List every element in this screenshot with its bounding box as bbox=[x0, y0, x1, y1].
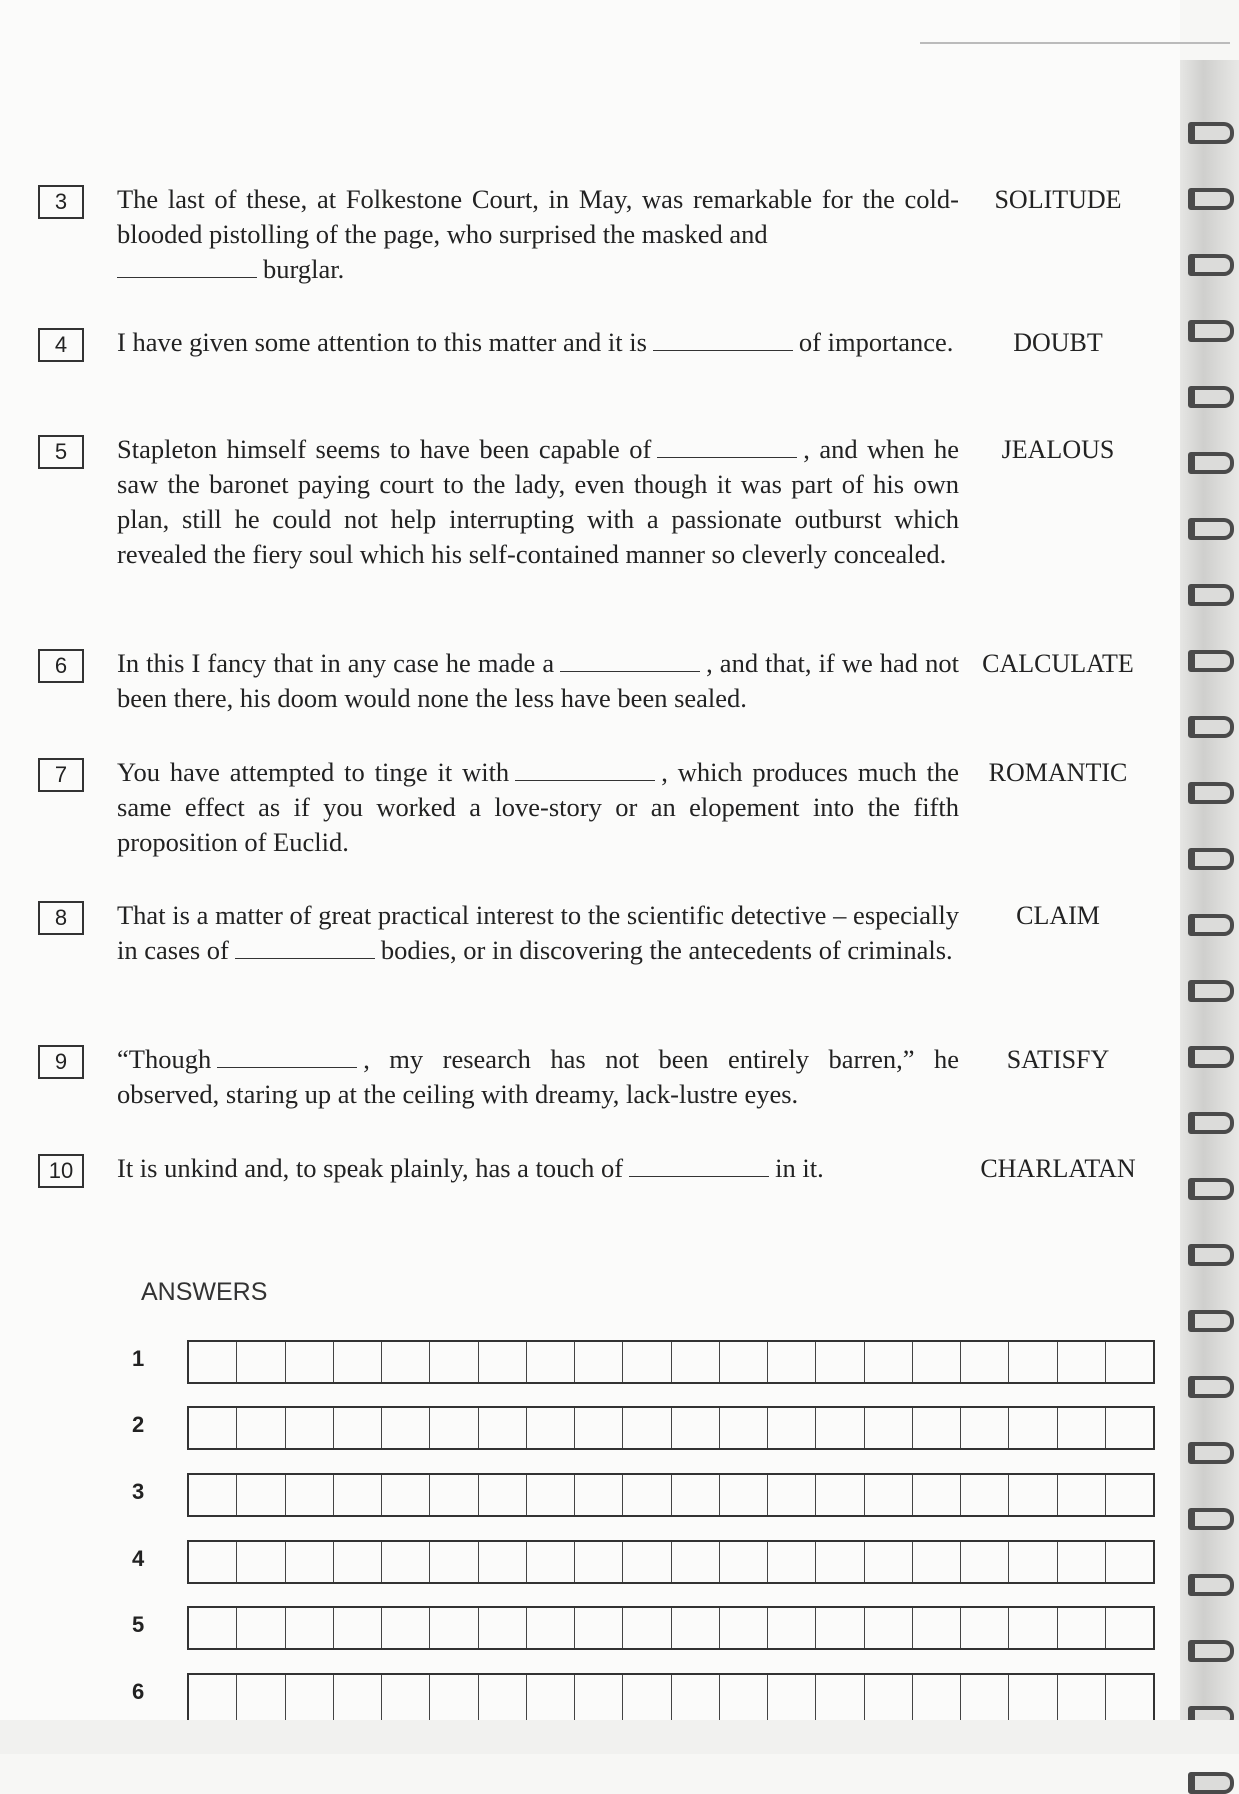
answer-cell[interactable] bbox=[575, 1475, 623, 1515]
item-text bbox=[117, 646, 959, 716]
answer-cell[interactable] bbox=[816, 1675, 864, 1720]
answer-cell[interactable] bbox=[913, 1475, 961, 1515]
text-after: of importance. bbox=[798, 327, 954, 357]
answer-cell[interactable] bbox=[334, 1675, 382, 1720]
answer-cell[interactable] bbox=[865, 1675, 913, 1720]
item-text bbox=[117, 325, 959, 360]
binding-coil bbox=[1188, 1772, 1234, 1794]
item-text bbox=[117, 1042, 959, 1112]
text-after: , and that, if we had not been there, his doom would none the less have been sealed. bbox=[117, 648, 959, 713]
answer-grid[interactable] bbox=[187, 1340, 1155, 1384]
answer-cell[interactable] bbox=[1058, 1475, 1106, 1515]
root-word: ROMANTIC bbox=[988, 758, 1128, 787]
binding-coil bbox=[1188, 980, 1234, 1002]
answer-cell[interactable] bbox=[479, 1675, 527, 1720]
binding-coil bbox=[1188, 518, 1234, 540]
root-word: CHARLATAN bbox=[980, 1154, 1136, 1183]
answer-cell[interactable] bbox=[334, 1608, 382, 1648]
answer-cell[interactable] bbox=[479, 1608, 527, 1648]
binding-coil bbox=[1188, 1244, 1234, 1266]
answer-cell[interactable] bbox=[189, 1475, 237, 1515]
answer-cell[interactable] bbox=[237, 1608, 285, 1648]
answer-cell[interactable] bbox=[527, 1408, 575, 1448]
answer-cell[interactable] bbox=[720, 1608, 768, 1648]
answer-cell[interactable] bbox=[334, 1342, 382, 1382]
root-word: JEALOUS bbox=[1001, 435, 1115, 464]
answer-cell[interactable] bbox=[720, 1542, 768, 1582]
binding-coil bbox=[1188, 1376, 1234, 1398]
answer-cell[interactable] bbox=[1058, 1542, 1106, 1582]
answer-row-number: 3 bbox=[132, 1479, 145, 1504]
binding-coil bbox=[1188, 122, 1234, 144]
text-after: in it. bbox=[775, 1153, 824, 1183]
answer-cell[interactable] bbox=[768, 1342, 816, 1382]
answer-cell[interactable] bbox=[575, 1542, 623, 1582]
answer-cell[interactable] bbox=[334, 1408, 382, 1448]
answer-row bbox=[120, 1540, 1170, 1586]
text-after: bodies, or in discovering the antecedents of criminals. bbox=[380, 935, 953, 965]
answer-cell[interactable] bbox=[286, 1542, 334, 1582]
binding-coil bbox=[1188, 584, 1234, 606]
answer-cell[interactable] bbox=[189, 1608, 237, 1648]
top-rule bbox=[920, 42, 1230, 44]
item-number: 8 bbox=[38, 901, 84, 935]
answer-cell[interactable] bbox=[479, 1475, 527, 1515]
answer-blank[interactable] bbox=[515, 779, 655, 781]
item-text bbox=[117, 182, 959, 287]
item-number: 10 bbox=[38, 1154, 84, 1188]
text-before: “Though bbox=[117, 1044, 212, 1074]
answer-blank[interactable] bbox=[657, 456, 797, 458]
answer-cell[interactable] bbox=[527, 1475, 575, 1515]
binding-coil bbox=[1188, 1178, 1234, 1200]
answer-cell[interactable] bbox=[430, 1608, 478, 1648]
answer-row bbox=[120, 1673, 1170, 1719]
answer-cell[interactable] bbox=[720, 1675, 768, 1720]
answer-row-number: 5 bbox=[132, 1612, 145, 1637]
answer-blank[interactable] bbox=[235, 957, 375, 959]
item-text bbox=[117, 1151, 959, 1186]
answer-cell[interactable] bbox=[189, 1342, 237, 1382]
answer-cell[interactable] bbox=[768, 1475, 816, 1515]
text-before: Stapleton himself seems to have been capable of bbox=[117, 434, 652, 464]
answer-cell[interactable] bbox=[1106, 1542, 1153, 1582]
answer-cell[interactable] bbox=[865, 1408, 913, 1448]
text-before: The last of these, at Folkestone Court, in May, was remarkable for the cold-blooded pistolling of the page, who surprised the masked and bbox=[117, 184, 959, 249]
answer-cell[interactable] bbox=[189, 1542, 237, 1582]
answer-cell[interactable] bbox=[913, 1408, 961, 1448]
answer-cell[interactable] bbox=[1009, 1342, 1057, 1382]
binding-coil bbox=[1188, 1046, 1234, 1068]
item-text bbox=[117, 432, 959, 572]
answer-cell[interactable] bbox=[961, 1675, 1009, 1720]
answer-grid[interactable] bbox=[187, 1673, 1155, 1720]
answer-blank[interactable] bbox=[629, 1175, 769, 1177]
item-text bbox=[117, 898, 959, 968]
binding-coil bbox=[1188, 452, 1234, 474]
binding-coil bbox=[1188, 716, 1234, 738]
answer-cell[interactable] bbox=[382, 1342, 430, 1382]
text-before: That is a matter of great practical interest to the scientific detective – especially in cases of bbox=[117, 900, 959, 965]
answer-cell[interactable] bbox=[1009, 1475, 1057, 1515]
answer-cell[interactable] bbox=[527, 1608, 575, 1648]
answer-cell[interactable] bbox=[479, 1408, 527, 1448]
root-word: DOUBT bbox=[1013, 328, 1103, 357]
answer-cell[interactable] bbox=[430, 1408, 478, 1448]
answer-cell[interactable] bbox=[623, 1342, 671, 1382]
answer-cell[interactable] bbox=[1009, 1675, 1057, 1720]
answer-cell[interactable] bbox=[286, 1342, 334, 1382]
binding-coil bbox=[1188, 1574, 1234, 1596]
answer-cell[interactable] bbox=[1009, 1608, 1057, 1648]
answer-grid[interactable] bbox=[187, 1406, 1155, 1450]
text-after: , which produces much the same effect as if you worked a love-story or an elopement into the fifth proposition of Euclid. bbox=[117, 757, 959, 857]
item-number: 3 bbox=[38, 185, 84, 219]
answer-cell[interactable] bbox=[623, 1675, 671, 1720]
binding-coil bbox=[1188, 1508, 1234, 1530]
answer-cell[interactable] bbox=[768, 1408, 816, 1448]
answer-cell[interactable] bbox=[286, 1675, 334, 1720]
item-number: 6 bbox=[38, 649, 84, 683]
answer-cell[interactable] bbox=[286, 1475, 334, 1515]
text-after: , and when he saw the baronet paying court to the lady, even though it was part of his own plan, still he could not help interrupting with a passionate outburst which revealed the fiery soul which his self-contained manner so cleverly concealed. bbox=[117, 434, 959, 569]
answer-cell[interactable] bbox=[623, 1542, 671, 1582]
binding-coil bbox=[1188, 1442, 1234, 1464]
answers-heading: ANSWERS bbox=[141, 1278, 268, 1306]
answer-cell[interactable] bbox=[527, 1542, 575, 1582]
answer-grid[interactable] bbox=[187, 1540, 1155, 1584]
answer-cell[interactable] bbox=[237, 1475, 285, 1515]
answer-cell[interactable] bbox=[1009, 1542, 1057, 1582]
binding-coil bbox=[1188, 782, 1234, 804]
answer-cell[interactable] bbox=[237, 1342, 285, 1382]
answer-blank[interactable] bbox=[653, 349, 793, 351]
binding-coil bbox=[1188, 1640, 1234, 1662]
answer-row-number: 6 bbox=[132, 1679, 145, 1704]
binding-coil bbox=[1188, 848, 1234, 870]
answer-cell[interactable] bbox=[865, 1542, 913, 1582]
answer-cell[interactable] bbox=[865, 1342, 913, 1382]
binding-coil bbox=[1188, 914, 1234, 936]
answer-cell[interactable] bbox=[1106, 1342, 1153, 1382]
answer-row bbox=[120, 1340, 1170, 1386]
answer-cell[interactable] bbox=[816, 1475, 864, 1515]
answer-row-number: 4 bbox=[132, 1546, 145, 1571]
answer-row bbox=[120, 1473, 1170, 1519]
answer-cell[interactable] bbox=[382, 1408, 430, 1448]
root-word: SOLITUDE bbox=[994, 185, 1122, 214]
answer-cell[interactable] bbox=[1009, 1408, 1057, 1448]
text-before: You have attempted to tinge it with bbox=[117, 757, 510, 787]
answer-cell[interactable] bbox=[623, 1408, 671, 1448]
answer-cell[interactable] bbox=[913, 1675, 961, 1720]
answer-cell[interactable] bbox=[189, 1408, 237, 1448]
answer-cell[interactable] bbox=[816, 1542, 864, 1582]
answer-cell[interactable] bbox=[382, 1542, 430, 1582]
answer-cell[interactable] bbox=[816, 1608, 864, 1648]
answer-grid[interactable] bbox=[187, 1606, 1155, 1650]
root-word: SATISFY bbox=[1006, 1045, 1110, 1074]
answer-cell[interactable] bbox=[527, 1675, 575, 1720]
answer-cell[interactable] bbox=[575, 1342, 623, 1382]
answer-cell[interactable] bbox=[1106, 1608, 1153, 1648]
answer-cell[interactable] bbox=[816, 1408, 864, 1448]
text-after: burglar. bbox=[263, 254, 345, 284]
answer-cell[interactable] bbox=[237, 1675, 285, 1720]
answer-cell[interactable] bbox=[1106, 1475, 1153, 1515]
answer-cell[interactable] bbox=[865, 1608, 913, 1648]
item-number: 9 bbox=[38, 1045, 84, 1079]
answer-cell[interactable] bbox=[623, 1475, 671, 1515]
item-text bbox=[117, 755, 959, 860]
answer-cell[interactable] bbox=[575, 1608, 623, 1648]
root-word: CLAIM bbox=[1016, 901, 1100, 930]
answer-cell[interactable] bbox=[672, 1542, 720, 1582]
binding-coil bbox=[1188, 650, 1234, 672]
answer-cell[interactable] bbox=[961, 1342, 1009, 1382]
binding-coil bbox=[1188, 188, 1234, 210]
answer-blank[interactable] bbox=[117, 276, 257, 278]
binding-coil bbox=[1188, 320, 1234, 342]
answer-cell[interactable] bbox=[672, 1608, 720, 1648]
answer-cell[interactable] bbox=[768, 1675, 816, 1720]
answer-cell[interactable] bbox=[913, 1342, 961, 1382]
answer-cell[interactable] bbox=[961, 1475, 1009, 1515]
answer-cell[interactable] bbox=[961, 1608, 1009, 1648]
answer-cell[interactable] bbox=[382, 1475, 430, 1515]
answer-row-number: 1 bbox=[132, 1346, 145, 1371]
binding-coil bbox=[1188, 254, 1234, 276]
answer-row bbox=[120, 1606, 1170, 1652]
answer-row-number: 2 bbox=[132, 1412, 145, 1437]
answer-cell[interactable] bbox=[1058, 1408, 1106, 1448]
answer-cell[interactable] bbox=[623, 1608, 671, 1648]
root-word: CALCULATE bbox=[982, 649, 1134, 678]
answer-cell[interactable] bbox=[913, 1542, 961, 1582]
item-number: 5 bbox=[38, 435, 84, 469]
answer-cell[interactable] bbox=[575, 1408, 623, 1448]
answer-cell[interactable] bbox=[720, 1475, 768, 1515]
answer-grid[interactable] bbox=[187, 1473, 1155, 1517]
answer-cell[interactable] bbox=[816, 1342, 864, 1382]
answer-cell[interactable] bbox=[575, 1675, 623, 1720]
answer-cell[interactable] bbox=[527, 1342, 575, 1382]
binding-coil bbox=[1188, 1310, 1234, 1332]
answer-cell[interactable] bbox=[768, 1542, 816, 1582]
answer-cell[interactable] bbox=[720, 1408, 768, 1448]
answer-cell[interactable] bbox=[430, 1675, 478, 1720]
answer-cell[interactable] bbox=[1106, 1408, 1153, 1448]
answer-cell[interactable] bbox=[1058, 1675, 1106, 1720]
answer-cell[interactable] bbox=[672, 1675, 720, 1720]
answer-blank[interactable] bbox=[217, 1066, 357, 1068]
text-before: I have given some attention to this matter and it is bbox=[117, 327, 647, 357]
answer-cell[interactable] bbox=[382, 1608, 430, 1648]
answer-cell[interactable] bbox=[1058, 1608, 1106, 1648]
item-number: 7 bbox=[38, 758, 84, 792]
answer-cell[interactable] bbox=[382, 1675, 430, 1720]
answer-cell[interactable] bbox=[961, 1542, 1009, 1582]
answer-cell[interactable] bbox=[672, 1408, 720, 1448]
answer-cell[interactable] bbox=[479, 1342, 527, 1382]
text-before: In this I fancy that in any case he made a bbox=[117, 648, 555, 678]
answer-cell[interactable] bbox=[865, 1475, 913, 1515]
answer-cell[interactable] bbox=[768, 1608, 816, 1648]
item-number: 4 bbox=[38, 328, 84, 362]
answer-cell[interactable] bbox=[961, 1408, 1009, 1448]
answer-cell[interactable] bbox=[430, 1542, 478, 1582]
answer-cell[interactable] bbox=[334, 1475, 382, 1515]
answer-cell[interactable] bbox=[672, 1475, 720, 1515]
answer-cell[interactable] bbox=[479, 1542, 527, 1582]
text-before: It is unkind and, to speak plainly, has a touch of bbox=[117, 1153, 624, 1183]
answer-cell[interactable] bbox=[672, 1342, 720, 1382]
page-bottom-edge bbox=[0, 1720, 1239, 1754]
binding-coil bbox=[1188, 386, 1234, 408]
answer-blank[interactable] bbox=[560, 670, 700, 672]
binding-coil bbox=[1188, 1112, 1234, 1134]
answer-cell[interactable] bbox=[430, 1475, 478, 1515]
answer-cell[interactable] bbox=[237, 1408, 285, 1448]
answer-cell[interactable] bbox=[1106, 1675, 1153, 1720]
answer-row bbox=[120, 1406, 1170, 1452]
answer-cell[interactable] bbox=[286, 1408, 334, 1448]
answer-cell[interactable] bbox=[720, 1342, 768, 1382]
text-after: , my research has not been entirely barren,” he observed, staring up at the ceiling with dreamy, lack-lustre eyes. bbox=[117, 1044, 959, 1109]
answer-cell[interactable] bbox=[430, 1342, 478, 1382]
answer-cell[interactable] bbox=[286, 1608, 334, 1648]
spiral-binding bbox=[1180, 60, 1239, 1720]
answer-cell[interactable] bbox=[913, 1608, 961, 1648]
answer-cell[interactable] bbox=[1058, 1342, 1106, 1382]
answer-cell[interactable] bbox=[237, 1542, 285, 1582]
answer-cell[interactable] bbox=[189, 1675, 237, 1720]
answer-cell[interactable] bbox=[334, 1542, 382, 1582]
